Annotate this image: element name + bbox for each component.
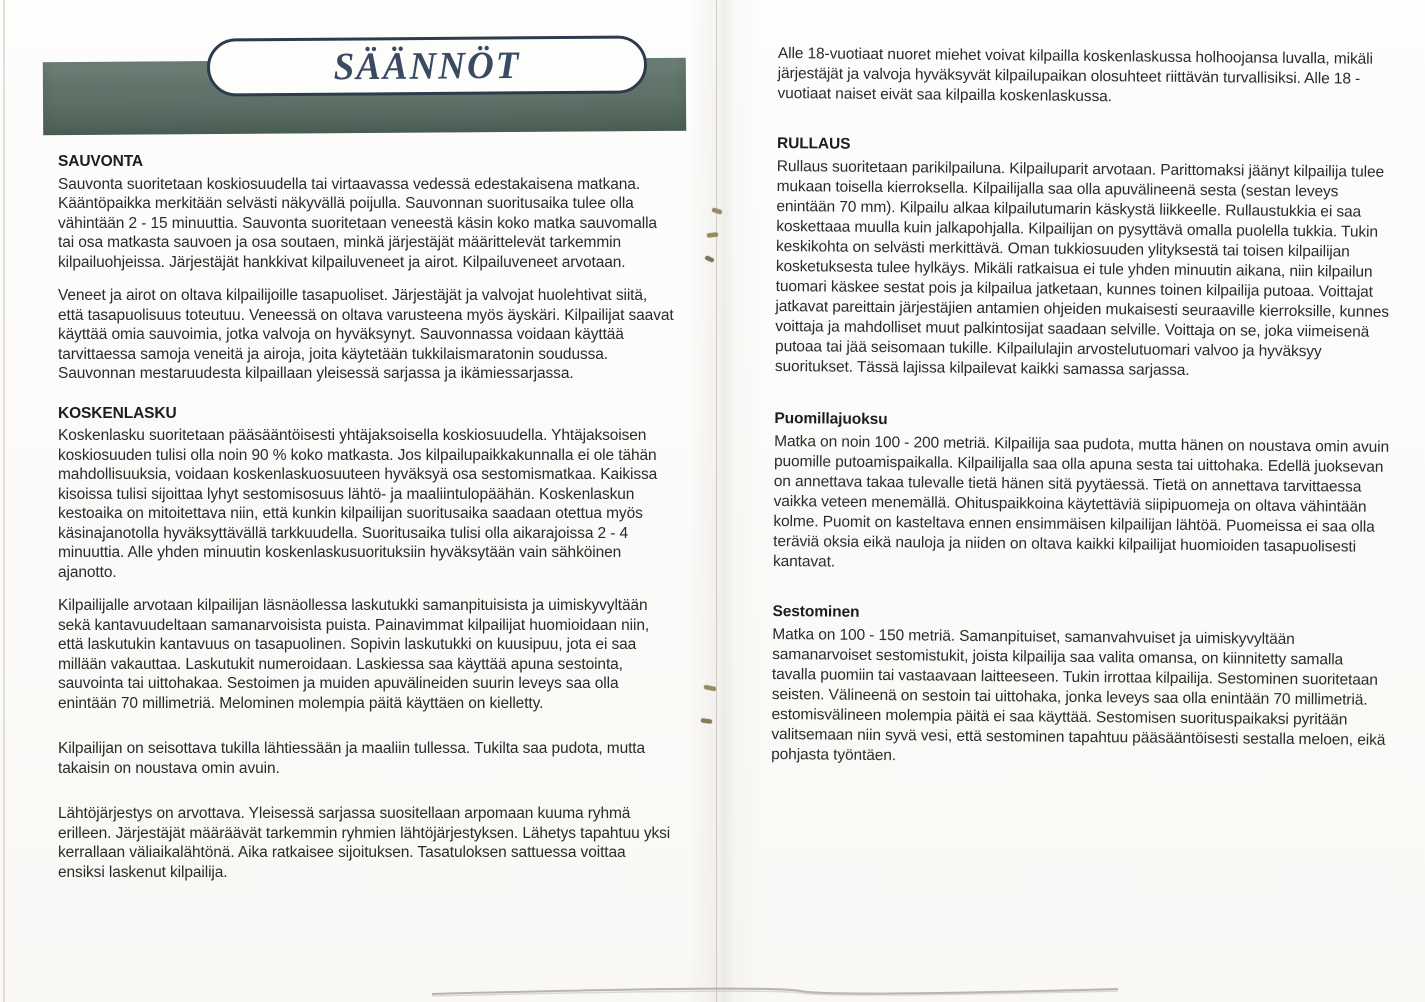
paragraph-koskenlasku-4: Lähtöjärjestys on arvottava. Yleisessä sarjassa suositellaan arpomaan kuuma ryhmä erilleen. Järjestäjät määräävät tarkemmin ryhmien lähtöjärjestyksen. Lähetys tapahtuu yksi kerrallaan väliaikalähtönä. Aika ratkaisee sijoituksen. Tasatuloksen sattuessa voittaa ensiksi laskenut kilpailija.: [58, 805, 671, 881]
page-fold-line: [716, 0, 717, 1002]
page-bottom-edge: [430, 980, 1120, 1000]
section-heading-puomillajuoksu: Puomillajuoksu: [774, 409, 888, 429]
paragraph-age-rule: Alle 18-vuotiaat nuoret miehet voivat kilpailla koskenlaskussa holhoojansa luvalla, mikäli järjestäjät ja valvoja hyväksyvät kilpailupaikan olosuhteet riittävän turvallisiksi. Alle 18 -vuotiaat naiset eivät saa kilpailla koskenlaskussa.: [777, 44, 1373, 106]
paragraph-sauvonta-1: Sauvonta suoritetaan koskiosuudella tai virtaavassa vedessä edestakaisena matkana. Kääntöpaikka merkitään selvästi näkyvällä poijulla. Sauvonnan suoritusaika tulee olla vähintään 2 - 15 minuuttia. Sauvonta suoritetaan veneestä käsin koko matka sauvomalla tai osa matkasta sauvoen ja osa soutaen, minkä järjestäjät määrittelevät tarkemmin kilpailuohjeissa. Järjestäjät hankkivat kilpailuveneet ja airot. Kilpailuveneet arvotaan.: [58, 175, 657, 271]
section-heading-sestominen: Sestominen: [772, 602, 860, 621]
page-fold-shadow: [688, 0, 762, 1002]
section-heading-sauvonta: SAUVONTA: [58, 153, 144, 170]
paragraph-puomillajuoksu: Matka on noin 100 - 200 metriä. Kilpailija saa pudota, mutta hänen on noustava omin avuin puomille putoamispaikalla. Kilpailijalla saa olla apuna sesta tai uittohaka. Edellä juoksevan on annettava takaa tulevalle tietä hänen sitä pyytäessä. Tietä on annettava tarvittaessa vaikka veteen menemällä. Ohituspaikkoina käytettäviä siipipuomeja on oltava vähintään kolme. Puomit on kasteltava ennen ensimmäisen kilpailijan lähtöä. Puomeissa ei saa olla teräviä oksia eikä nauloja ja niiden on oltava kaikki kilpailijat huomioiden tasapuolisesti kantavat.: [772, 432, 1390, 571]
paragraph-koskenlasku-3: Kilpailijan on seisottava tukilla lähtiessään ja maaliin tullessa. Tukilta saa pudota, mutta takaisin on noustava omin avuin.: [58, 740, 646, 777]
page-left-column: [58, 152, 676, 882]
section-heading-koskenlasku: KOSKENLASKU: [58, 404, 177, 422]
banner-title-pill: [207, 35, 647, 96]
paragraph-sauvonta-2: Veneet ja airot on oltava kilpailijoille tasapuoliset. Järjestäjät ja valvojat huolehtivat siitä, että tasapuolisuus toteutuu. Veneessä on oltava varusteena myös äyskäri. Kilpailijat saavat käyttää omia sauvoimia, jotka valvoja on hyväksynyt. Sauvonnassa voidaan käyttää tarvittaessa samoja veneitä ja airoja, joita käytetään tukkilaismaratonin soudussa. Sauvonnan mestaruudesta kilpaillaan yleisessä sarjassa ja ikämiessarjassa.: [58, 287, 674, 382]
paragraph-koskenlasku-2: Kilpailijalle arvotaan kilpailijan läsnäollessa laskutukki samanpituisista ja uimiskyvyltään sekä kantavuudeltaan samanarvoisista puista. Painavimmat kilpailijat huomioidaan niin, että laskutukin kantavuus on tasapuolinen. Sopivin laskutukki on kuusipuu, jota ei saa millään vakauttaa. Laskutukit numeroidaan. Laskiessa saa käyttää apuna sestointa, sauvointa tai uittohakaa. Sestoimen ja muiden apuvälineiden suurin leveys saa olla enintään 70 millimetriä. Melominen molempia päitä käyttäen on kielletty.: [58, 597, 650, 712]
page-right-column: [771, 44, 1396, 771]
page-title: SÄÄNNÖT: [333, 43, 521, 89]
paragraph-sestominen: Matka on 100 - 150 metriä. Samanpituiset, samanvahvuiset ja uimiskyvyltään samanarvoiset sestomistukit, joista kilpailija saa valita omansa, on kiinnitetty samalla tavalla puomiin tai vastaavaan laitteeseen. Tukin irrottaa kilpailija. Sestominen suoritetaan seisten. Välineenä on sestoin tai uittohaka, jonka leveys saa olla enintään 70 millimetriä. estomisvälineen molempia päitä ei saa käyttää. Sestomisen suorituspaikaksi pyritään valitsemaan niin syvä vesi, että sestominen tapahtuu pääsääntöisesti sestalla meloen, eikä pohjasta työntäen.: [771, 625, 1386, 765]
page-edge-curve: [430, 980, 1120, 1000]
scan-edge: [3, 0, 5, 1002]
paragraph-rullaus: Rullaus suoritetaan parikilpailuna. Kilpailuparit arvotaan. Parittomaksi jäänyt kilpailija tulee mukaan toisella kierroksella. Kilpailijalla saa olla apuvälineenä sesta (sestan leveys enintään 70 mm). Kilpailu alkaa kilpailutumarin käskystä liikkeelle. Rullaustukkia ei saa koskettaaa muulla kuin jalkapohjalla. Kilpailijan on pysyttävä omalla puolella tukkia. Tukin keskikohta on selvästi merkittävä. Oman tukkiosuuden ylityksestä tai toisen kilpailijan kosketuksesta tulee hylkäys. Mikäli ratkaisua ei tule yhden minuutin aikana, niin kilpailun tuomari käskee sestat pois ja kilpailua jatketaan, kunnes toinen kilpailija putoaa. Voittajat jatkavat pareittain järjestäjien antamien ohjeiden mukaisesti seuraaville kierroksille, kunnes voittaja ja mahdolliset muut palkintosijat saadaan selville. Voittaja on se, joka viimeisenä putoaa tai jää seisomaan tukille. Kilpailulajin arvostelutuomari valvoo ja hyväksyy suoritukset. Tässä lajissa kilpailevat kaikki samassa sarjassa.: [774, 157, 1390, 379]
section-heading-rullaus: RULLAUS: [776, 134, 851, 153]
paragraph-koskenlasku-1: Koskenlasku suoritetaan pääsääntöisesti yhtäjaksoisella koskiosuudella. Yhtäjaksoisen koskiosuuden tulisi olla noin 90 % koko matkasta. Jos kilpailupaikkakunnalla ei ole tähän mahdollisuuksia, voidaan koskenlaskuosuuteen hyväksyä osa sestomismatkaa. Kaikissa kisoissa tulisi sijoittaa lyhyt sestomisosuus lähtö- ja maaliintulopäähän. Koskenlaskun kestoaika on mitoitettava niin, että kunkin kilpailijan suoritusaika saadaan otettua myös käsinajanotolla hyväksyttävällä tarkkuudella. Suoritusaika tulisi olla aikarajoissa 2 - 4 minuuttia. Alle yhden minuutin koskenlaskusuorituksiin hyväksytään vain sähköinen ajanotto.: [58, 427, 658, 581]
